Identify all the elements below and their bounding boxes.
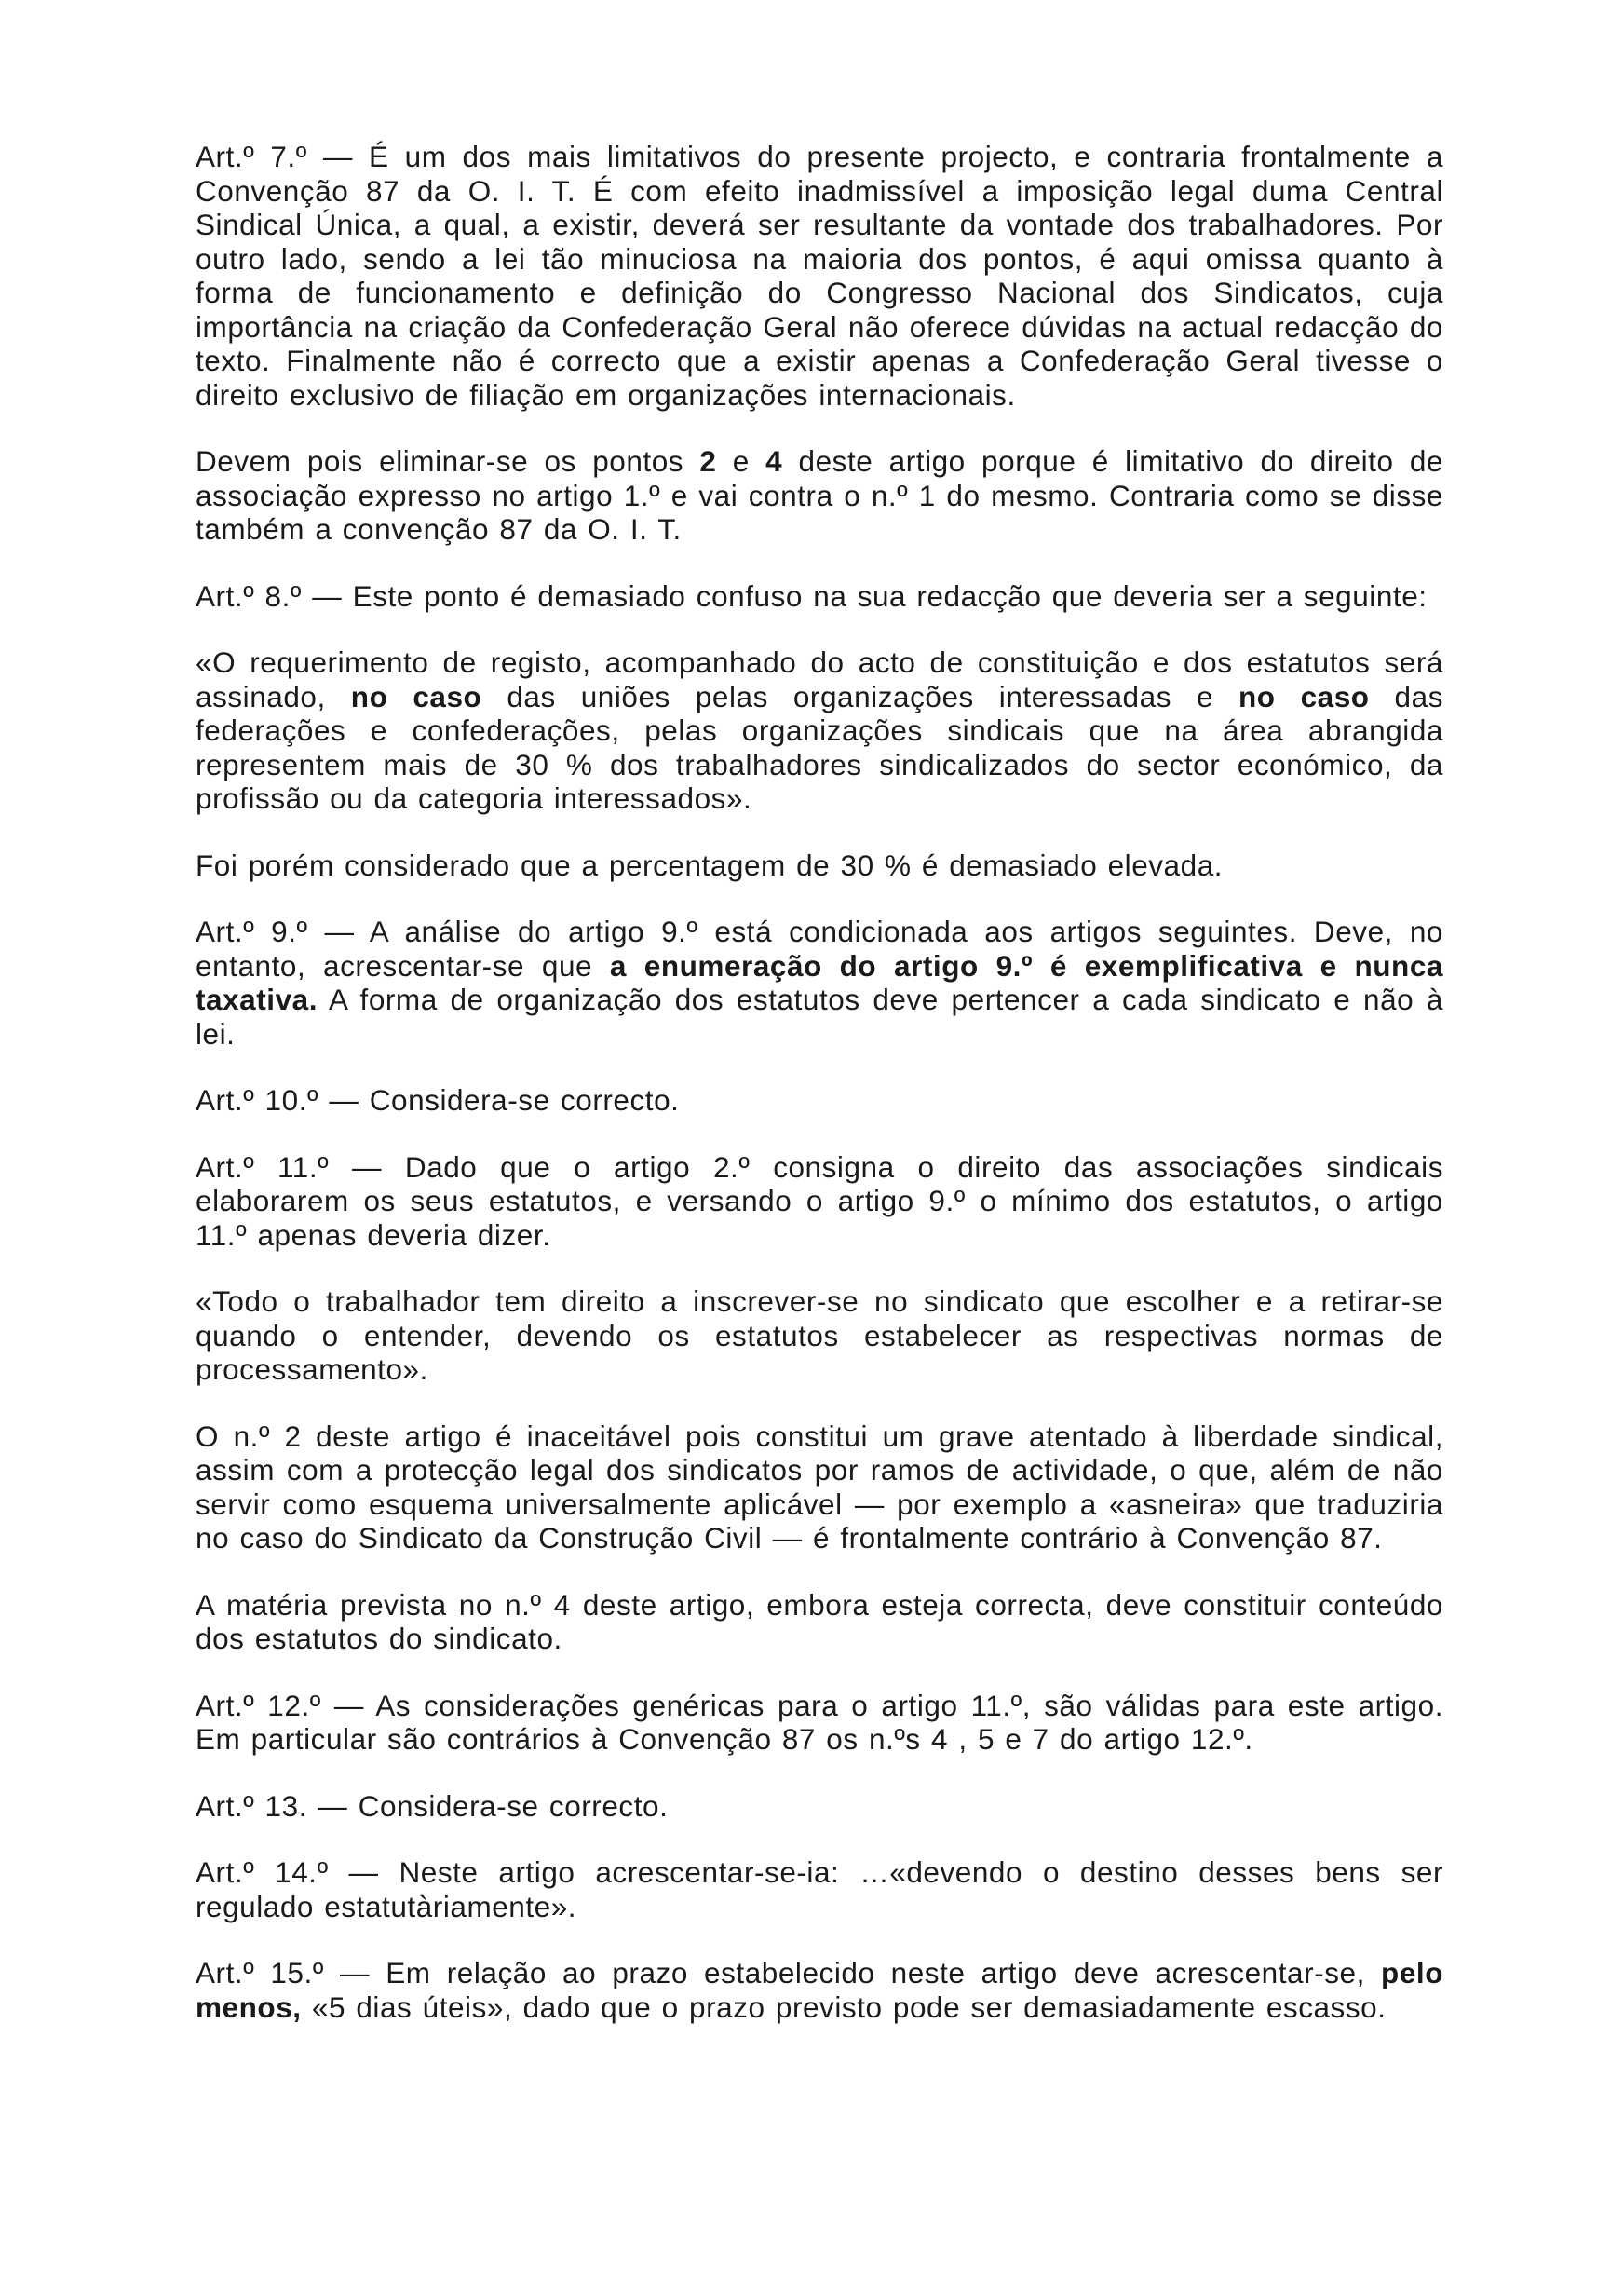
paragraph-art-11-n2	[196, 1419, 1443, 1555]
paragraph-art-11	[196, 1150, 1443, 1253]
text-span: Art.º 7.º — É um dos mais limitativos do presente projecto, e contraria frontalmente a Convenção 87 da O. I. T. É com efeito inadmissível a imposição legal duma Central Sindical Única, a qual, a existir, deverá ser resultante da vontade dos trabalhadores. Por outro lado, sendo a lei tão minuciosa na maioria dos pontos, é aqui omissa quanto à forma de funcionamento e definição do Congresso Nacional dos Sindicatos, cuja importância na criação da Confederação Geral não oferece dúvidas na actual redacção do texto. Finalmente não é correcto que a existir apenas a Confederação Geral tivesse o direito exclusivo de filiação em organizações internacionais.	[196, 140, 1443, 412]
text-span: e	[716, 444, 766, 478]
text-span: «Todo o trabalhador tem direito a inscrever-se no sindicato que escolher e a retirar-se quando o entender, devendo os estatutos estabelecer as respectivas normas de processamento».	[196, 1284, 1443, 1386]
paragraph-art-14	[196, 1855, 1443, 1923]
bold-text: 4	[765, 444, 783, 478]
text-span: das uniões pelas organizações interessadas e	[481, 679, 1239, 713]
bold-text: no caso	[1238, 679, 1370, 713]
text-span: Art.º 9.º — A análise do artigo 9.º está condicionada aos artigos seguintes. Deve, no entanto, acrescentar-se que	[196, 915, 1443, 983]
text-span: Art.º 10.º — Considera-se correcto.	[196, 1083, 680, 1117]
paragraph-art-11-quote	[196, 1284, 1443, 1387]
text-span: Art.º 8.º — Este ponto é demasiado confuso na sua redacção que deveria ser a seguinte:	[196, 578, 1428, 613]
text-span: Art.º 15.º — Em relação ao prazo estabelecido neste artigo deve acrescentar-se,	[196, 1956, 1382, 1989]
paragraph-art-13	[196, 1789, 1443, 1824]
document-page	[196, 140, 1443, 2057]
paragraph-art-12	[196, 1689, 1443, 1757]
text-span: Art.º 13. — Considera-se correcto.	[196, 1788, 669, 1823]
paragraph-art-11-n4	[196, 1588, 1443, 1656]
paragraph-art-7	[196, 140, 1443, 412]
paragraph-art-9	[196, 915, 1443, 1051]
paragraph-art-8-percentagem	[196, 849, 1443, 883]
bold-text: no caso	[350, 679, 482, 713]
text-span: Foi porém considerado que a percentagem de 30 % é demasiado elevada.	[196, 848, 1224, 882]
paragraph-art-15	[196, 1956, 1443, 2024]
text-span: «O requerimento de registo, acompanhado do acto de constituição e dos estatutos será assinado,	[196, 645, 1443, 713]
bold-text: pelo menos,	[196, 1956, 1443, 2024]
bold-text: a enumeração do artigo 9.º é exemplificativa e nunca taxativa.	[196, 948, 1443, 1016]
text-span: O n.º 2 deste artigo é inaceitável pois constitui um grave atentado à liberdade sindical, assim com a protecção legal dos sindicatos por ramos de actividade, o que, além de não servir como esquema universalmente aplicável — por exemplo a «asneira» que traduziria no caso do Sindicato da Construção Civil — é frontalmente contrário à Convenção 87.	[196, 1419, 1443, 1555]
text-span: Devem pois eliminar-se os pontos	[196, 444, 700, 478]
text-span: deste artigo porque é limitativo do direito de associação expresso no artigo 1.º e vai contra o n.º 1 do mesmo. Contraria como se disse também a convenção 87 da O. I. T.	[196, 444, 1443, 546]
text-span: das federações e confederações, pelas organizações sindicais que na área abrangida representem mais de 30 % dos trabalhadores sindicalizados do sector económico, da profissão ou da categoria interessados».	[196, 679, 1443, 815]
text-span: A forma de organização dos estatutos deve pertencer a cada sindicato e não à lei.	[196, 983, 1443, 1051]
paragraph-art-7-pontos	[196, 444, 1443, 547]
text-span: Art.º 14.º — Neste artigo acrescentar-se-ia: …«devendo o destino desses bens ser regulado estatutàriamente».	[196, 1855, 1443, 1923]
text-span: «5 dias úteis», dado que o prazo previsto pode ser demasiadamente escasso.	[301, 1989, 1387, 2024]
paragraph-art-8	[196, 579, 1443, 614]
paragraph-art-10	[196, 1083, 1443, 1118]
text-span: A matéria prevista no n.º 4 deste artigo, embora esteja correcta, deve constituir conteúdo dos estatutos do sindicato.	[196, 1587, 1443, 1655]
paragraph-art-8-quote	[196, 645, 1443, 816]
bold-text: 2	[699, 444, 717, 478]
text-span: Art.º 12.º — As considerações genéricas para o artigo 11.º, são válidas para este artigo. Em particular são contrários à Convenção 87 os n.ºs 4 , 5 e 7 do artigo 12.º.	[196, 1688, 1443, 1756]
text-span: Art.º 11.º — Dado que o artigo 2.º consigna o direito das associações sindicais elaborarem os seus estatutos, e versando o artigo 9.º o mínimo dos estatutos, o artigo 11.º apenas deveria dizer.	[196, 1149, 1443, 1252]
